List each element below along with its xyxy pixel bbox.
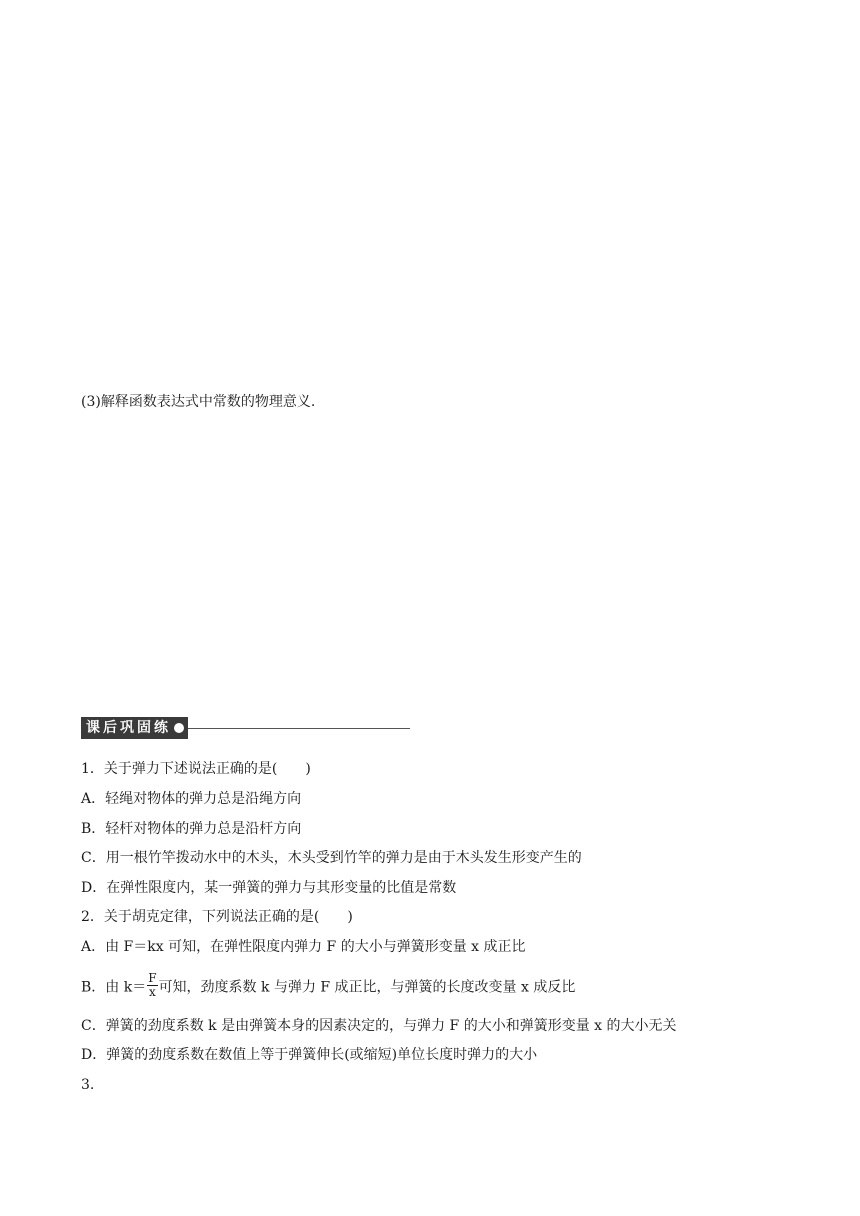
q2-option-a: A．由 F＝kx 可知，在弹性限度内弹力 F 的大小与弹簧形变量 x 成正比 <box>81 939 526 955</box>
q3-stem: 3. <box>81 1077 95 1093</box>
fraction-f-over-x <box>147 972 157 999</box>
section-badge <box>81 717 188 739</box>
q2-option-b-suffix: 可知，劲度系数 k 与弹力 F 成正比，与弹簧的长度改变量 x 成反比 <box>158 979 576 996</box>
q2-stem: 2．关于胡克定律，下列说法正确的是( ) <box>81 909 353 925</box>
q1-option-c: C．用一根竹竿拨动水中的木头，木头受到竹竿的弹力是由于木头发生形变产生的 <box>81 850 582 866</box>
q2-option-d: D．弹簧的劲度系数在数值上等于弹簧伸长(或缩短)单位长度时弹力的大小 <box>81 1047 538 1063</box>
q1-stem: 1．关于弹力下述说法正确的是( ) <box>81 761 311 777</box>
q2-option-c: C．弹簧的劲度系数 k 是由弹簧本身的因素决定的，与弹力 F 的大小和弹簧形变量 x 的大小无关 <box>81 1018 677 1034</box>
section-title: 课后巩固练 <box>86 720 171 736</box>
section-divider <box>188 728 410 729</box>
q1-option-b: B．轻杆对物体的弹力总是沿杆方向 <box>81 821 302 837</box>
q2-option-b <box>81 971 576 1001</box>
question-part-3: (3)解释函数表达式中常数的物理意义. <box>81 394 316 410</box>
section-header <box>81 717 410 739</box>
q2-option-b-prefix: B．由 k＝ <box>81 979 147 996</box>
q1-option-d: D．在弹性限度内，某一弹簧的弹力与其形变量的比值是常数 <box>81 880 457 896</box>
q1-option-a: A．轻绳对物体的弹力总是沿绳方向 <box>81 791 302 807</box>
bullet-dot-icon <box>174 723 184 733</box>
fraction-numerator: F <box>148 971 157 985</box>
fraction-denominator: x <box>149 985 156 999</box>
